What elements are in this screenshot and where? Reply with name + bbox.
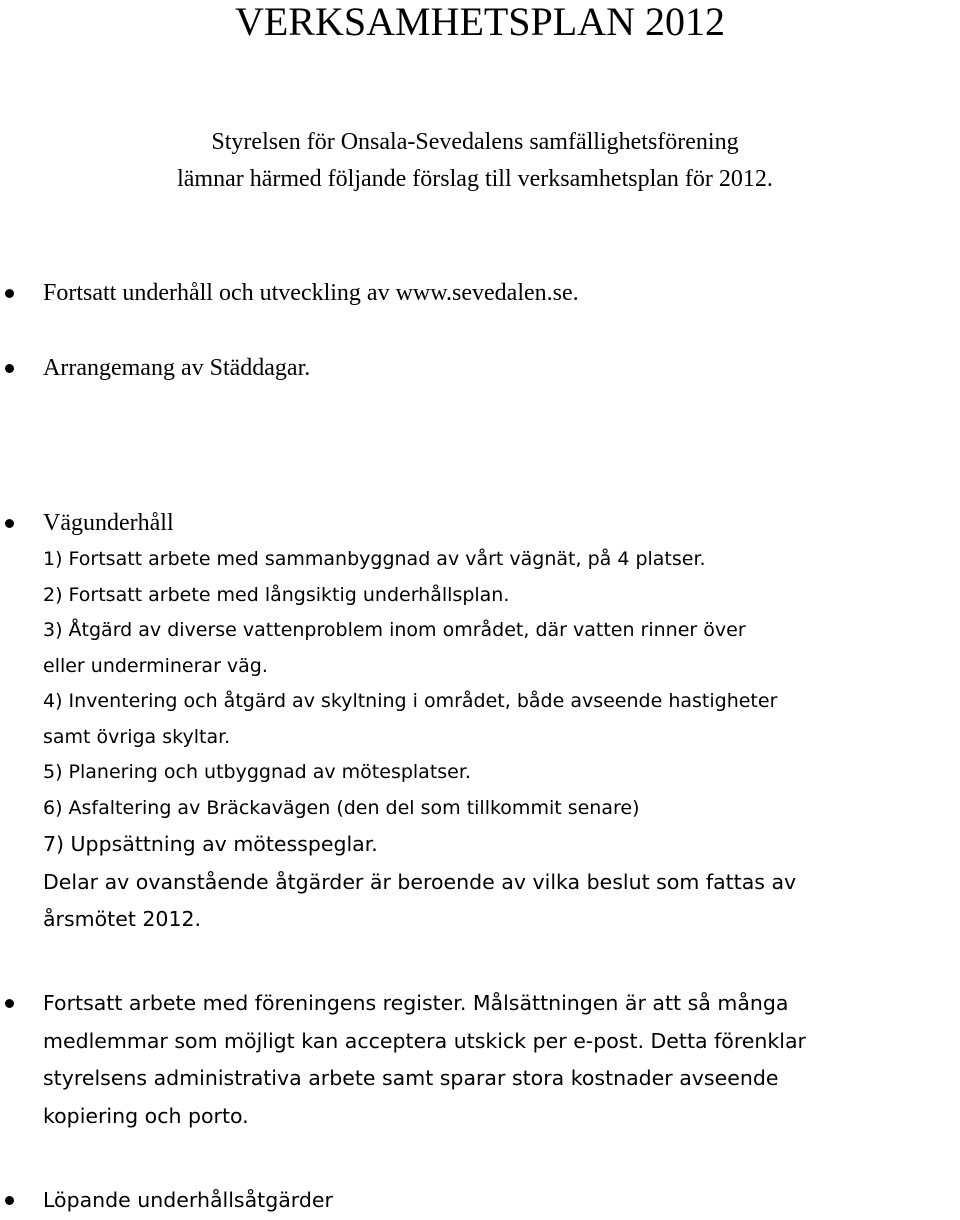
road-task-line: samt övriga skyltar. [43, 725, 231, 748]
road-task-line: 2) Fortsatt arbete med långsiktig underhållsplan. [43, 583, 510, 606]
bullet-icon [5, 1196, 14, 1205]
intro-paragraph [0, 124, 950, 198]
road-task-line: 5) Planering och utbyggnad av mötesplatser. [43, 761, 471, 783]
road-task-line: 1) Fortsatt arbete med sammanbyggnad av vårt vägnät, på 4 platser. [43, 548, 706, 570]
bullet-icon [5, 289, 14, 298]
bullet-heading: Vägunderhåll [43, 510, 174, 536]
road-task-line: 6) Asfaltering av Bräckavägen (den del som tillkommit senare) [43, 796, 640, 819]
intro-line: lämnar härmed följande förslag till verksamhetsplan för 2012. [177, 166, 773, 192]
bullet-text: kopiering och porto. [43, 1103, 249, 1128]
road-task-line: 3) Åtgärd av diverse vattenproblem inom området, där vatten rinner över [43, 619, 746, 641]
bullet-text: Arrangemang av Städdagar. [43, 355, 311, 381]
bullet-text: medlemmar som möjligt kan acceptera utskick per e-post. Detta förenklar [43, 1028, 806, 1053]
road-task-line: eller underminerar väg. [43, 654, 268, 677]
bullet-text: Fortsatt arbete med föreningens register. Målsättningen är att så många [43, 991, 789, 1015]
bullet-text: Fortsatt underhåll och utveckling av www.sevedalen.se. [43, 280, 579, 306]
bullet-text: Löpande underhållsåtgärder [43, 1188, 333, 1212]
bullet-icon [5, 364, 14, 373]
road-note-line: Delar av ovanstående åtgärder är beroende av vilka beslut som fattas av [43, 869, 797, 894]
road-task-line: 4) Inventering och åtgärd av skyltning i området, både avseende hastigheter [43, 690, 778, 712]
road-task-line: 7) Uppsättning av mötesspeglar. [43, 832, 378, 856]
bullet-text: styrelsens administrativa arbete samt sparar stora kostnader avseende [43, 1066, 779, 1090]
bullet-icon [5, 519, 14, 528]
intro-line: Styrelsen för Onsala-Sevedalens samfällighetsförening [211, 129, 739, 155]
bullet-icon [5, 999, 14, 1008]
road-note-line: årsmötet 2012. [43, 907, 202, 931]
document-title: VERKSAMHETSPLAN 2012 [234, 0, 726, 44]
